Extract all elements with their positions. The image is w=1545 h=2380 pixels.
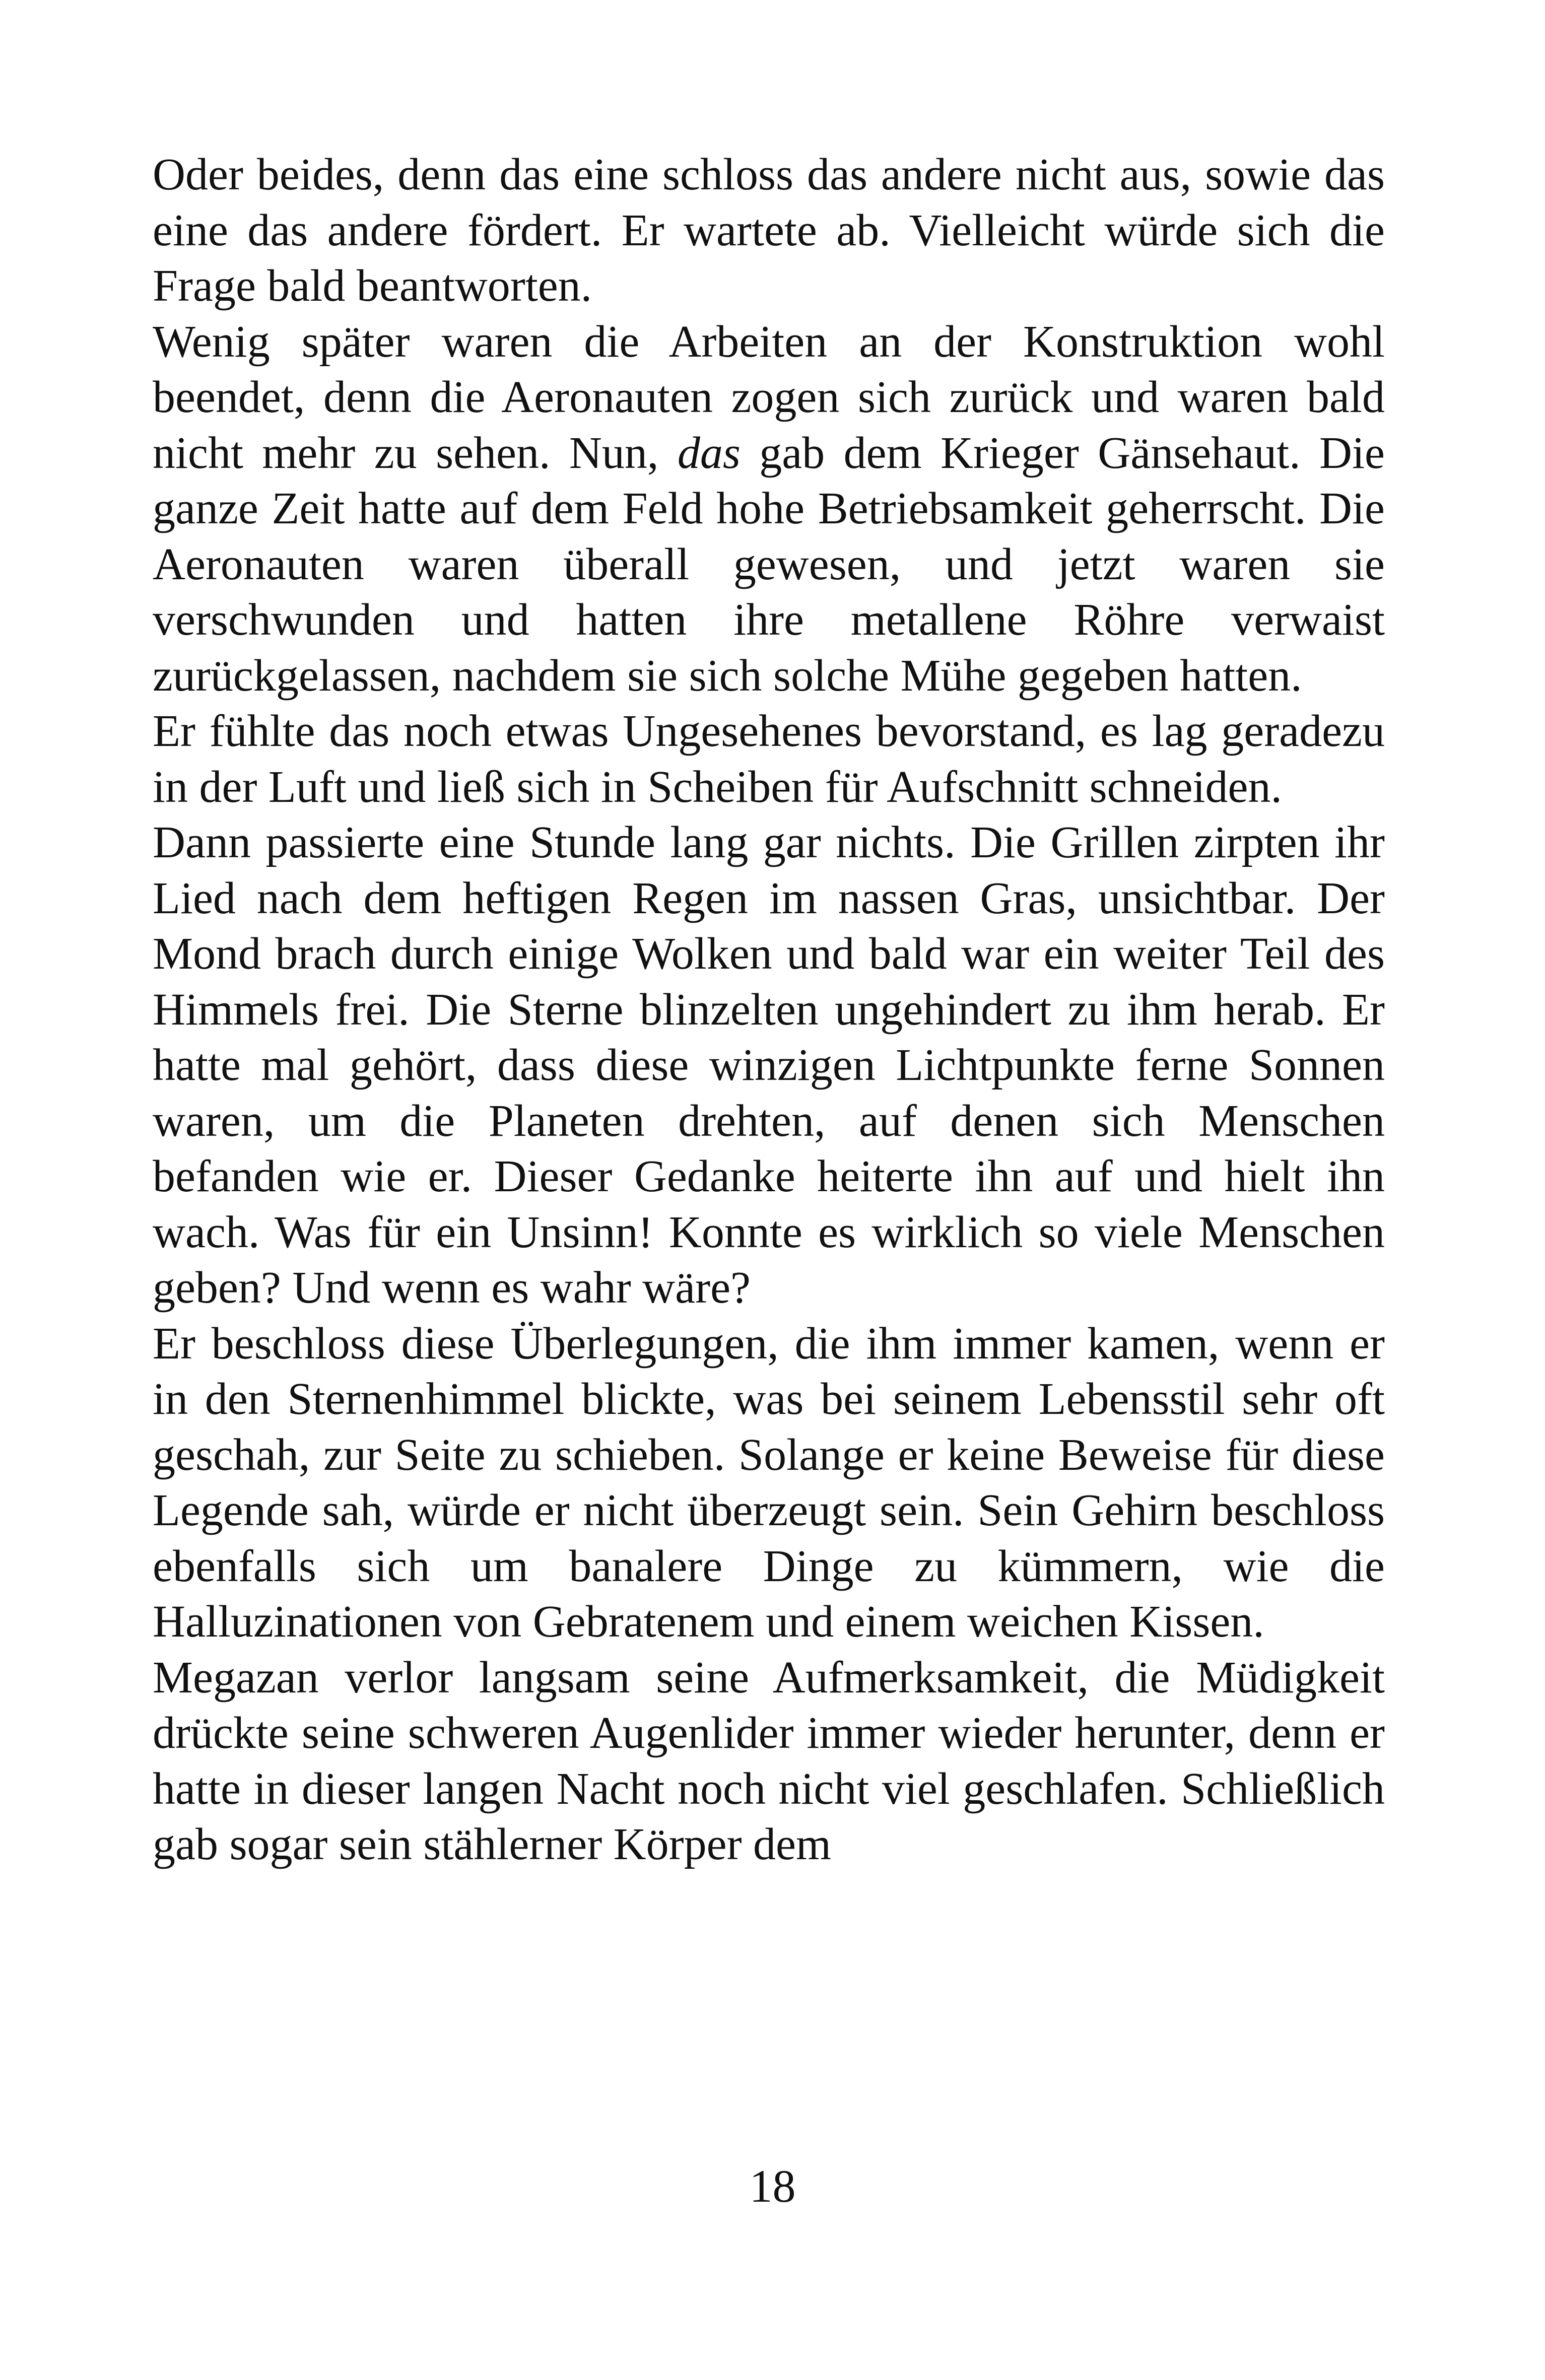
page-number: 18 [749,2160,796,2212]
paragraph-3: Er fühlte das noch etwas Ungesehenes bevorstand, es lag geradezu in der Luft und ließ sich in Scheiben für Aufschnitt schneiden. [153,706,1385,812]
paragraph-2-part-1: Wenig später waren die Arbeiten an der Konstruktion wohl beendet, denn die Aeronauten zogen sich zurück und waren bald nicht mehr zu sehen. Nun, [153,316,1385,478]
paragraph-4: Dann passierte eine Stunde lang gar nichts. Die Grillen zirpten ihr Lied nach dem heftigen Regen im nassen Gras, unsichtbar. Der Mond brach durch einige Wolken und bald war ein weiter Teil des Himmels frei. Die Sterne blinzelten ungehindert zu ihm herab. Er hatte mal gehört, dass diese winzigen Lichtpunkte ferne Sonnen waren, um die Planeten drehten, auf denen sich Menschen befanden wie er. Dieser Gedanke heiterte ihn auf und hielt ihn wach. Was für ein Unsinn! Konnte es wirklich so viele Menschen geben? Und wenn es wahr wäre? [153,818,1385,1313]
paragraph-6: Megazan verlor langsam seine Aufmerksamkeit, die Müdigkeit drückte seine schweren Augenlider immer wieder herunter, denn er hatte in dieser langen Nacht noch nicht viel geschlafen. Schließlich gab sogar sein stählerner Körper dem [153,1652,1385,1869]
paragraph-5: Er beschloss diese Überlegungen, die ihm immer kamen, wenn er in den Sternenhimmel blickte, was bei seinem Lebensstil sehr oft geschah, zur Seite zu schieben. Solange er keine Beweise für diese Legende sah, würde er nicht überzeugt sein. Sein Gehirn beschloss ebenfalls sich um banalere Dinge zu kümmern, wie die Halluzinationen von Gebratenem und einem weichen Kissen. [153,1318,1385,1647]
emphasized-word: das [677,428,741,478]
body-text [153,147,1385,1873]
paragraph-1: Oder beides, denn das eine schloss das andere nicht aus, sowie das eine das andere fördert. Er wartete ab. Vielleicht würde sich die Frage bald beantworten. [153,150,1385,311]
paragraph-2-part-2: gab dem Krieger Gänsehaut. Die ganze Zeit hatte auf dem Feld hohe Betriebsamkeit geherrscht. Die Aeronauten waren überall gewesen, und jetzt waren sie verschwunden und hatten ihre metallene Röhre verwaist zurückgelassen, nachdem sie sich solche Mühe gegeben hatten. [153,428,1385,701]
paragraph-2 [153,314,1385,704]
